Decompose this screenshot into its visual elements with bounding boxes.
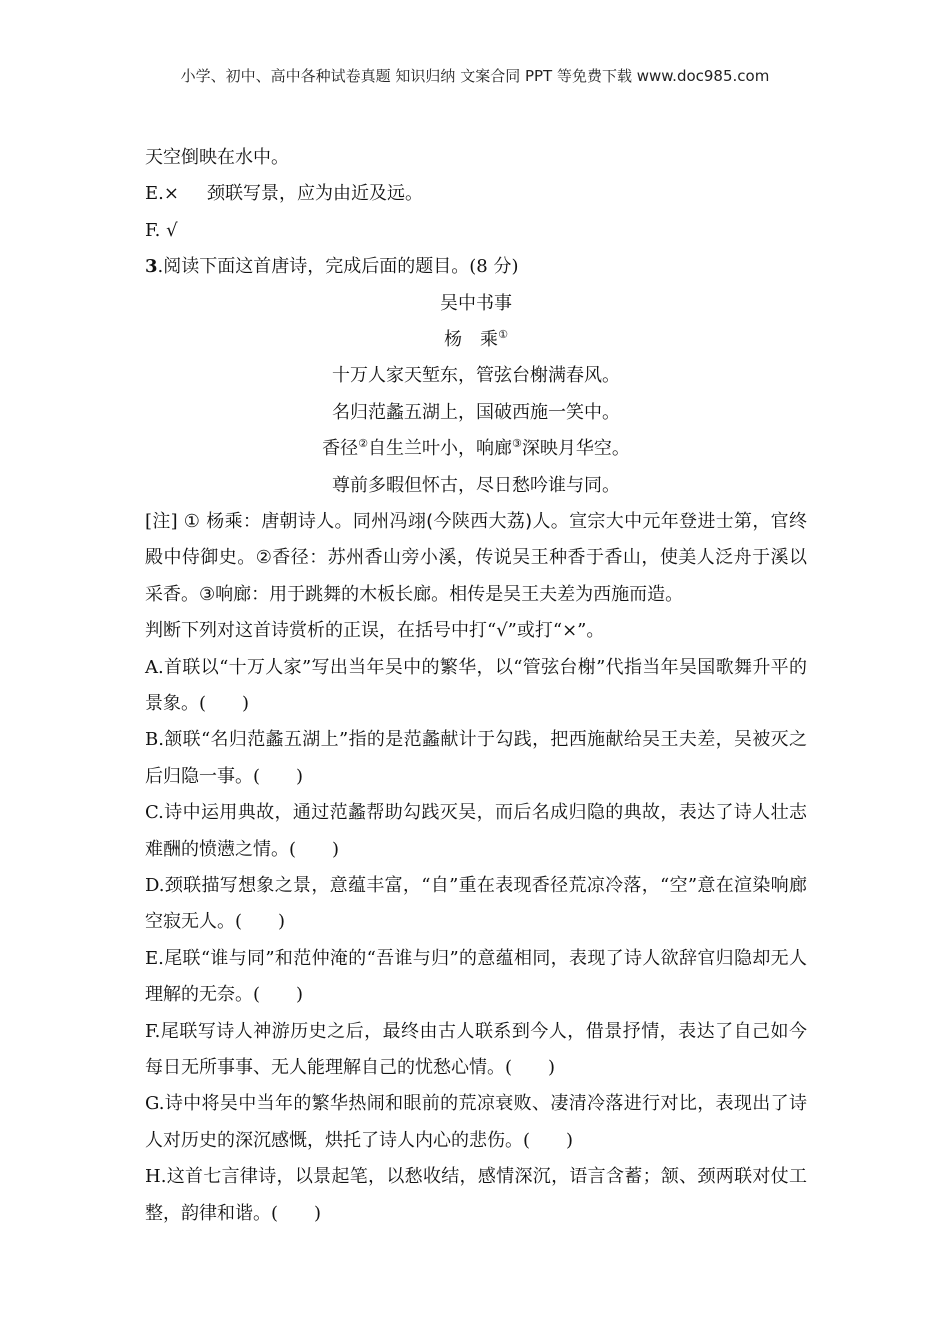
option-f: F.尾联写诗人神游历史之后，最终由古人联系到今人，借景抒情，表达了自己如今每日无所事事、无人能理解自己的忧愁心情。( ): [145, 1020, 807, 1078]
option-a: A.首联以“十万人家”写出当年吴中的繁华，以“管弦台榭”代指当年吴国歌舞升平的景象。( ): [145, 656, 807, 714]
document-body: [145, 140, 807, 1232]
poem-line-3-part-c: 深映月华空。: [521, 438, 630, 460]
notes-prefix: [注]: [145, 510, 178, 532]
poem-line-1: 十万人家天堑东，管弦台榭满春风。: [332, 365, 620, 387]
poem-line-4: 尊前多暇但怀古，尽日愁吟谁与同。: [332, 474, 620, 496]
option-d: D.颈联描写想象之景，意蕴丰富，“自”重在表现香径荒凉冷落，“空”意在渲染响廊空寂无人。( ): [145, 874, 807, 933]
footnote-mark-3: ③: [512, 437, 522, 451]
poem-line-3-part-a: 香径: [322, 438, 359, 460]
option-h: H.这首七言律诗，以景起笔，以愁收结，感情深沉，语言含蓄；颔、颈两联对仗工整，韵律和谐。( ): [145, 1166, 807, 1224]
poem-line-3: [145, 431, 807, 467]
question-prompt: .阅读下面这首唐诗，完成后面的题目。(8 分): [157, 256, 519, 278]
poem-line-3-part-b: 自生兰叶小，响廊: [368, 438, 512, 460]
option-c: C.诗中运用典故，通过范蠡帮助勾践灭吴，而后名成归隐的典故，表达了诗人壮志难酬的愤懑之情。( ): [145, 802, 807, 860]
previous-answer-f: F. √: [145, 219, 178, 241]
previous-answer-line: 天空倒映在水中。: [145, 147, 289, 168]
poem-author-name: 杨 乘: [444, 328, 499, 350]
poem-title: 吴中书事: [440, 292, 512, 314]
poem-line-2: 名归范蠡五湖上，国破西施一笑中。: [332, 401, 620, 423]
option-e: E.尾联“谁与同”和范仲淹的“吾谁与归”的意蕴相同，表现了诗人欲辞官归隐却无人理解的无奈。( ): [145, 947, 807, 1006]
author-footnote-mark: ①: [498, 327, 508, 341]
instruction-line: 判断下列对这首诗赏析的正误，在括号中打“√”或打“×”。: [145, 620, 605, 642]
answer-e-text: 颈联写景，应为由近及远。: [206, 183, 423, 205]
question-heading: [145, 249, 807, 285]
poem-author: [145, 322, 807, 358]
question-number: 3: [145, 256, 158, 278]
footnote-mark-2: ②: [358, 437, 368, 451]
poem-notes: [145, 504, 807, 613]
page-header: 小学、初中、高中各种试卷真题 知识归纳 文案合同 PPT 等免费下载 www.doc985.com: [180, 67, 770, 85]
option-b: B.颔联“名归范蠡五湖上”指的是范蠡献计于勾践，把西施献给吴王夫差，吴被灭之后归隐一事。( ): [145, 729, 807, 787]
notes-text: ① 杨乘：唐朝诗人。同州冯翊(今陕西大荔)人。宣宗大中元年登进士第，官终殿中侍御史。②香径：苏州香山旁小溪，传说吴王种香于香山，使美人泛舟于溪以采香。③响廊：用于跳舞的木板长廊。相传是吴王夫差为西施而造。: [145, 510, 808, 605]
answer-e-label: E.×: [145, 183, 179, 205]
option-g: G.诗中将吴中当年的繁华热闹和眼前的荒凉衰败、凄清冷落进行对比，表现出了诗人对历史的深沉感慨，烘托了诗人内心的悲伤。( ): [145, 1093, 807, 1151]
previous-answer-e: [145, 176, 807, 212]
